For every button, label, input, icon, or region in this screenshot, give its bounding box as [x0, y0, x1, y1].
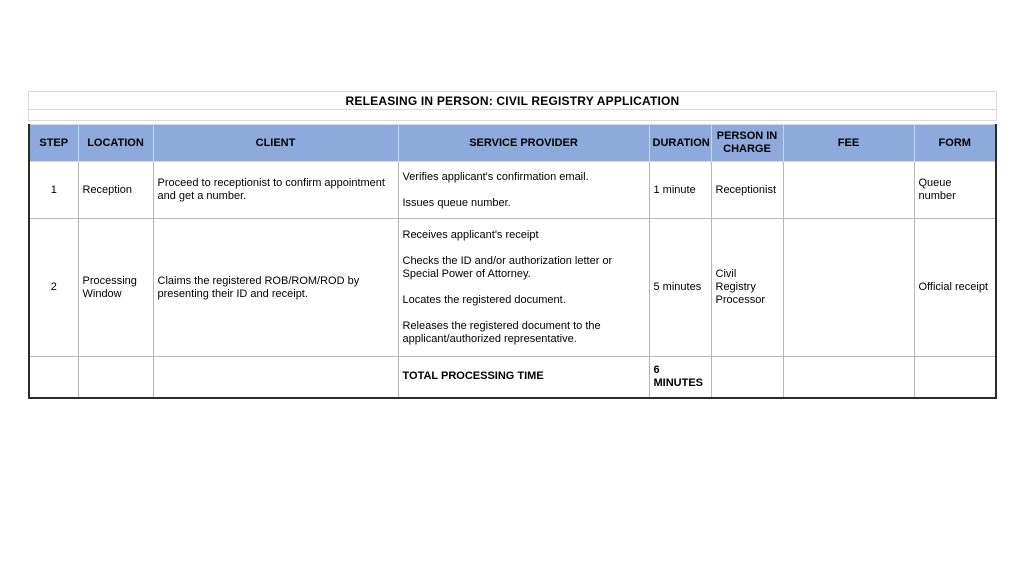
cell-form: Official receipt [914, 219, 996, 357]
header-client: CLIENT [153, 125, 398, 162]
empty-spacer-row [28, 110, 997, 121]
cell-location: Processing Window [78, 219, 153, 357]
cell-step-empty [29, 357, 78, 398]
cell-person-in-charge: Receptionist [711, 162, 783, 219]
table-row-step-2 [29, 219, 996, 357]
cell-service-provider [398, 219, 649, 357]
service-provider-paragraph: Receives applicant's receipt [402, 229, 539, 241]
service-provider-paragraph: Issues queue number. [402, 196, 511, 209]
header-location: LOCATION [78, 125, 153, 162]
cell-fee [783, 162, 914, 219]
table-total-row [29, 357, 996, 398]
cell-service-provider [398, 162, 649, 219]
cell-step: 2 [29, 219, 78, 357]
header-fee: FEE [783, 125, 914, 162]
header-form: FORM [914, 125, 996, 162]
cell-fee-empty [783, 357, 914, 398]
cell-step: 1 [29, 162, 78, 219]
document-title-row [28, 91, 997, 110]
civil-registry-sheet [28, 91, 997, 399]
cell-form-empty [914, 357, 996, 398]
process-table [28, 124, 997, 399]
cell-client-empty [153, 357, 398, 398]
total-duration-value: 6 MINUTES [649, 357, 711, 398]
cell-client: Proceed to receptionist to confirm appointment and get a number. [153, 162, 398, 219]
page-title: RELEASING IN PERSON: CIVIL REGISTRY APPLICATION [345, 93, 680, 108]
cell-duration: 1 minute [649, 162, 711, 219]
service-provider-paragraph: Verifies applicant's confirmation email. [402, 170, 589, 183]
header-step: STEP [29, 125, 78, 162]
cell-fee [783, 219, 914, 357]
service-provider-paragraph: Locates the registered document. [402, 294, 566, 306]
table-row-step-1 [29, 162, 996, 219]
cell-duration: 5 minutes [649, 219, 711, 357]
cell-location: Reception [78, 162, 153, 219]
header-duration: DURATION [649, 125, 711, 162]
cell-form: Queue number [914, 162, 996, 219]
cell-client: Claims the registered ROB/ROM/ROD by presenting their ID and receipt. [153, 219, 398, 357]
service-provider-paragraph: Checks the ID and/or authorization letter or Special Power of Attorney. [402, 255, 613, 280]
total-processing-time-label: TOTAL PROCESSING TIME [398, 357, 649, 398]
cell-person-in-charge: Civil Registry Processor [711, 219, 783, 357]
service-provider-paragraph: Releases the registered document to the applicant/authorized representative. [402, 320, 601, 345]
cell-location-empty [78, 357, 153, 398]
header-person-in-charge: PERSON IN CHARGE [711, 125, 783, 162]
header-service-provider: SERVICE PROVIDER [398, 125, 649, 162]
table-header-row [29, 125, 996, 162]
cell-person-in-charge-empty [711, 357, 783, 398]
